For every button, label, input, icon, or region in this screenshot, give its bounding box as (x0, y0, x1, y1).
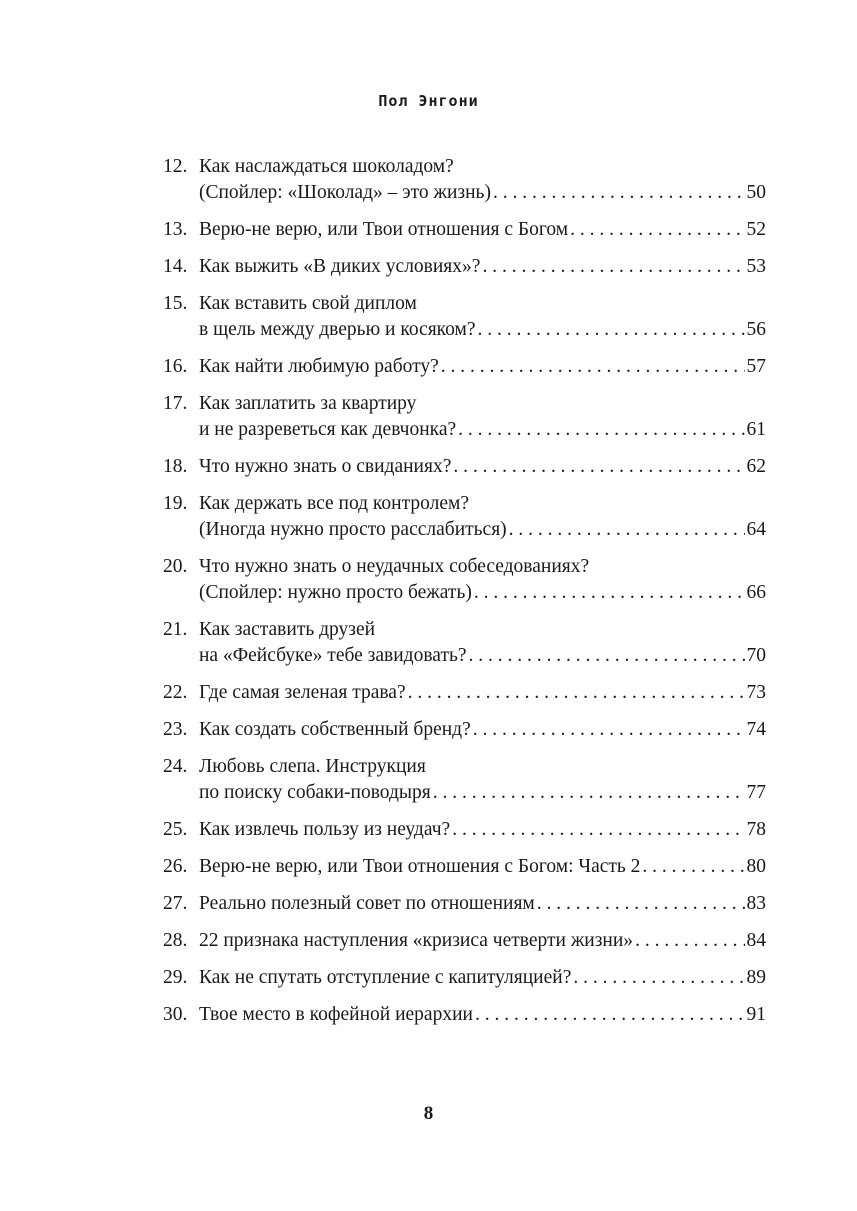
toc-entry-title: Твое место в кофейной иерархии (199, 1004, 473, 1025)
toc-entry-page: 70 (746, 645, 766, 666)
toc-entry-number: 26. (163, 856, 188, 877)
toc-entry-line (163, 891, 766, 917)
toc-entry-page: 53 (746, 256, 766, 277)
toc-entry (163, 617, 766, 669)
toc-entry-title: Как держать все под контролем? (199, 493, 469, 514)
toc-entry (163, 854, 766, 880)
toc-entry-page: 61 (746, 419, 766, 440)
toc-entry-number: 24. (163, 756, 188, 777)
toc-entry (163, 391, 766, 443)
toc-entry-line (163, 154, 766, 180)
toc-dot-leader (458, 417, 744, 443)
toc-entry-title: на «Фейсбуке» тебе завидовать? (199, 645, 467, 666)
toc-dot-leader (452, 817, 744, 843)
toc-entry-line (163, 780, 766, 806)
toc-entry (163, 891, 766, 917)
toc-entry-number: 22. (163, 682, 188, 703)
toc-entry-title: Что нужно знать о свиданиях? (199, 456, 452, 477)
toc-entry-line (163, 965, 766, 991)
toc-entry-line (163, 854, 766, 880)
toc-entry-title: (Иногда нужно просто расслабиться) (199, 519, 507, 540)
toc-dot-leader (493, 180, 745, 206)
toc-entry-line (163, 180, 766, 206)
toc-entry-line (163, 354, 766, 380)
toc-entry-number: 20. (163, 556, 188, 577)
toc-entry-title: Как извлечь пользу из неудач? (199, 819, 451, 840)
toc-dot-leader (573, 965, 744, 991)
toc-entry-page: 74 (746, 719, 766, 740)
toc-entry-title: Что нужно знать о неудачных собеседованиях? (199, 556, 590, 577)
toc-entry (163, 680, 766, 706)
toc-entry (163, 754, 766, 806)
toc-entry-line (163, 580, 766, 606)
toc-dot-leader (408, 680, 745, 706)
toc-entry-line (163, 1002, 766, 1028)
toc-entry-page: 50 (746, 182, 766, 203)
toc-entry-page: 66 (746, 582, 766, 603)
toc-dot-leader (635, 928, 744, 954)
toc-entry (163, 354, 766, 380)
toc-entry-title: Как заплатить за квартиру (199, 393, 417, 414)
toc-dot-leader (509, 517, 745, 543)
toc-entry-title: и не разреветься как девчонка? (199, 419, 457, 440)
toc-entry-number: 30. (163, 1004, 188, 1025)
toc-entry-page: 57 (746, 356, 766, 377)
toc-entry-line (163, 491, 766, 517)
toc-entry-title: Как найти любимую работу? (199, 356, 439, 377)
toc-entry-line (163, 643, 766, 669)
toc-dot-leader (482, 254, 744, 280)
toc-entry-title: 22 признака наступления «кризиса четверти жизни» (199, 930, 634, 951)
toc-entry (163, 928, 766, 954)
toc-entry-number: 16. (163, 356, 188, 377)
toc-entry-page: 64 (746, 519, 766, 540)
toc-entry (163, 154, 766, 206)
toc-entry-number: 12. (163, 156, 188, 177)
toc-entry-title: Как выжить «В диких условиях»? (199, 256, 481, 277)
toc-dot-leader (537, 891, 745, 917)
table-of-contents (163, 154, 766, 1039)
toc-entry-title: Реально полезный совет по отношениям (199, 893, 535, 914)
toc-dot-leader (570, 217, 744, 243)
toc-entry-number: 29. (163, 967, 188, 988)
toc-entry (163, 717, 766, 743)
toc-entry-page: 78 (746, 819, 766, 840)
toc-entry-line (163, 291, 766, 317)
toc-entry-title: по поиску собаки-поводыря (199, 782, 431, 803)
toc-entry-line (163, 717, 766, 743)
toc-dot-leader (474, 580, 745, 606)
toc-entry-line (163, 454, 766, 480)
toc-entry-page: 83 (746, 893, 766, 914)
toc-entry-number: 23. (163, 719, 188, 740)
toc-entry-line (163, 417, 766, 443)
toc-entry-number: 25. (163, 819, 188, 840)
toc-dot-leader (478, 317, 745, 343)
toc-entry (163, 554, 766, 606)
toc-entry-line (163, 254, 766, 280)
toc-entry-line (163, 317, 766, 343)
toc-dot-leader (453, 454, 744, 480)
toc-entry-number: 13. (163, 219, 188, 240)
toc-entry-page: 84 (746, 930, 766, 951)
toc-entry-line (163, 517, 766, 543)
toc-entry-title: в щель между дверью и косяком? (199, 319, 476, 340)
toc-entry-line (163, 817, 766, 843)
toc-entry-line (163, 391, 766, 417)
toc-entry-title: Любовь слепа. Инструкция (199, 756, 426, 777)
toc-entry-page: 91 (746, 1004, 766, 1025)
toc-entry-title: Верю-не верю, или Твои отношения с Богом: Часть 2 (199, 856, 641, 877)
toc-dot-leader (441, 354, 745, 380)
toc-entry-page: 73 (746, 682, 766, 703)
toc-entry-title: (Спойлер: нужно просто бежать) (199, 582, 472, 603)
toc-entry-line (163, 928, 766, 954)
toc-entry-title: Как заставить друзей (199, 619, 376, 640)
toc-entry (163, 254, 766, 280)
toc-entry-line (163, 554, 766, 580)
toc-entry-title: Как создать собственный бренд? (199, 719, 471, 740)
toc-dot-leader (642, 854, 744, 880)
toc-entry-title: Как наслаждаться шоколадом? (199, 156, 454, 177)
toc-entry-page: 89 (746, 967, 766, 988)
toc-entry (163, 291, 766, 343)
toc-dot-leader (433, 780, 745, 806)
toc-entry (163, 817, 766, 843)
toc-entry-title: Где самая зеленая трава? (199, 682, 406, 703)
toc-entry-number: 21. (163, 619, 188, 640)
toc-entry (163, 217, 766, 243)
toc-entry-number: 19. (163, 493, 188, 514)
toc-entry-title: Верю-не верю, или Твои отношения с Богом (199, 219, 569, 240)
toc-dot-leader (469, 643, 745, 669)
toc-entry-number: 18. (163, 456, 188, 477)
page-number: 8 (423, 1103, 434, 1124)
toc-entry-number: 28. (163, 930, 188, 951)
toc-entry-page: 52 (746, 219, 766, 240)
toc-entry-number: 14. (163, 256, 188, 277)
toc-entry-number: 15. (163, 293, 188, 314)
toc-entry-line (163, 617, 766, 643)
running-head: Пол Энгони (378, 92, 479, 110)
toc-entry-page: 62 (746, 456, 766, 477)
toc-entry-title: Как не спутать отступление с капитуляцией? (199, 967, 572, 988)
toc-entry-line (163, 754, 766, 780)
toc-entry (163, 965, 766, 991)
toc-entry-page: 56 (746, 319, 766, 340)
toc-dot-leader (473, 717, 745, 743)
toc-dot-leader (475, 1002, 745, 1028)
toc-entry (163, 1002, 766, 1028)
toc-entry-line (163, 217, 766, 243)
toc-entry (163, 454, 766, 480)
toc-entry-title: Как вставить свой диплом (199, 293, 417, 314)
toc-entry (163, 491, 766, 543)
toc-entry-line (163, 680, 766, 706)
toc-entry-page: 80 (746, 856, 766, 877)
toc-entry-title: (Спойлер: «Шоколад» – это жизнь) (199, 182, 491, 203)
toc-entry-page: 77 (746, 782, 766, 803)
toc-entry-number: 27. (163, 893, 188, 914)
toc-entry-number: 17. (163, 393, 188, 414)
